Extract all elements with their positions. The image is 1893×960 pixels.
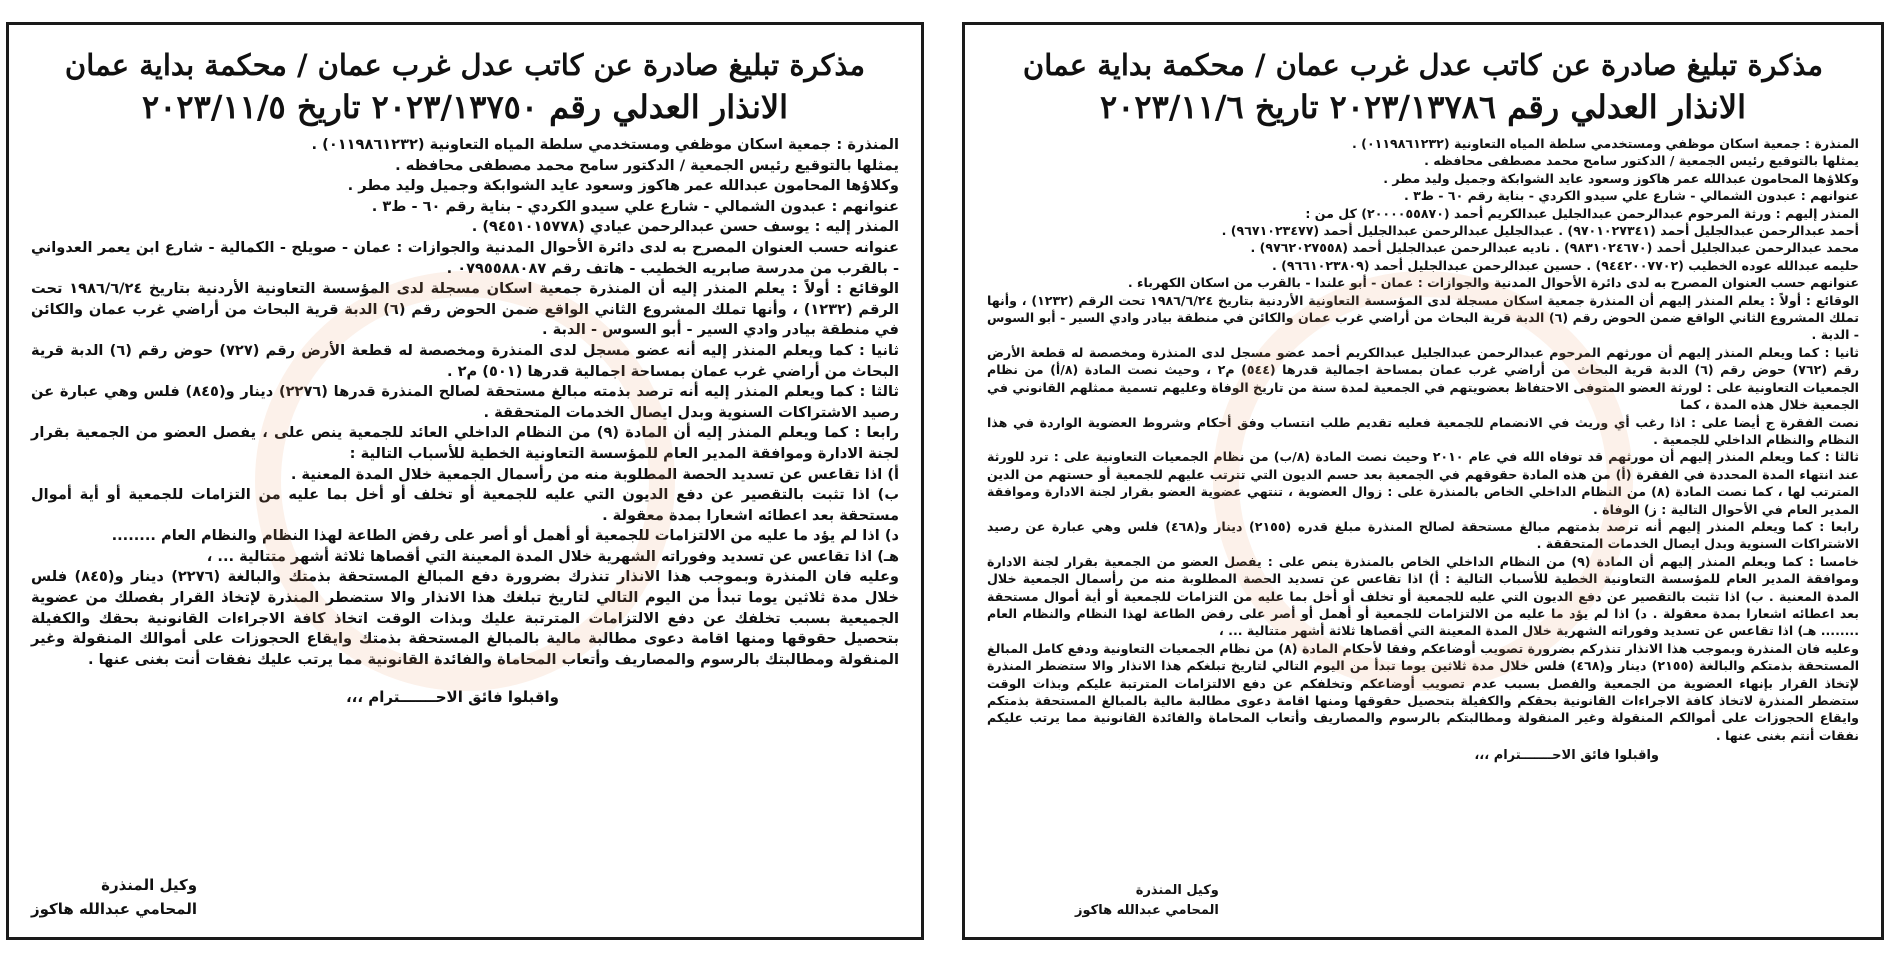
paragraph: المنذر إليه : يوسف حسن عبدالرحمن عيادي (٩٤٥١٠١٥٧٧٨) . <box>471 218 899 236</box>
signature-block <box>31 873 197 921</box>
paragraph: ثانيا : كما ويعلم المنذر إليه أنه عضو مسجل لدى المنذرة ومخصصة له قطعة الأرض رقم (٧٢٧) حوض رقم (٦) الدبة قرية البحاث من أراضي غرب عمان بمساحة اجمالية قدرها (٥٠١) م٢ . <box>31 341 899 380</box>
paragraph: الوقائع : أولاً : يعلم المنذر إليهم أن المنذرة جمعية اسكان مسجلة لدى المؤسسة التعاونية الأردنية بتاريخ ١٩٨٦/٦/٢٤ تحت الرقم (١٢٣٢) ، وأنها تملك المشروع الثاني الواقع ضمن الحوض رقم (٦) الدبة قرية البحاث من أراضي غرب عمان والكائن في منطقة بيادر وادي السير - أبو السوس - الدبة . <box>987 292 1859 343</box>
paragraph: محمد عبدالرحمن عبدالجليل أحمد (٩٨٣١٠٢٤٦٧٠) . ناديه عبدالرحمن عبدالجليل أحمد (٩٧٦٢٠٢٧٥٥٨) . <box>1250 240 1859 256</box>
paragraph: المنذرة : جمعية اسكان موظفي ومستخدمي سلطة المياه التعاونية (٠١١٩٨٦١٢٣٢) . <box>1352 136 1859 151</box>
paragraph: وكلاؤها المحامون عبدالله عمر هاكوز وسعود عايد الشوابكة وجميل وليد مطر . <box>1383 170 1859 186</box>
notice-subtitle: الانذار العدلي رقم ٢٠٢٣/١٣٧٨٦ تاريخ ٢٠٢٣/١١/٦ <box>1100 88 1746 126</box>
paragraph: أ) اذا تقاعس عن تسديد الحصة المطلوبة منه من رأسمال الجمعية خلال المدة المعنية . <box>290 465 899 483</box>
notice-right <box>962 22 1884 940</box>
paragraph: ثالثا : كما ويعلم المنذر إليه أنه ترصد بذمته مبالغ مستحقة لصالح المنذرة قدرها (٢٢٧٦) دينار و(٨٤٥) فلس وهي عبارة عن رصيد الاشتراكات السنوية وبدل ايصال الخدمات المتحققة . <box>31 383 899 421</box>
notice-subtitle: الانذار العدلي رقم ٢٠٢٣/١٣٧٥٠ تاريخ ٢٠٢٣/١١/٥ <box>142 88 788 126</box>
notice-title: مذكرة تبليغ صادرة عن كاتب عدل غرب عمان / محكمة بداية عمان <box>64 48 866 82</box>
paragraph: عنوانهم : عبدون الشمالي - شارع علي سيدو الكردي - بناية رقم ٦٠ - ط٣ . <box>371 197 899 215</box>
notice-body <box>31 135 899 670</box>
paragraph: عنوانه حسب العنوان المصرح به لدى دائرة الأحوال المدنية والجوازات : عمان - صويلح - الكمالية - شارع ابن يعمر العدواني - بالقرب من مدرسة صابريه الخطيب - هاتف رقم ٠٧٩٥٥٨٨٠٨٧ . <box>31 238 899 277</box>
paragraph: نصت الفقرة ج أيضا على : اذا رغب أي وريث في الانضمام للجمعية فعليه تقديم طلب انتساب وفق أحكام وشروط العضوية الواردة في هذا النظام والنظام الداخلي للجمعية . <box>987 414 1859 447</box>
signature-name: المحامي عبدالله هاكوز <box>1075 903 1219 918</box>
paragraph: وعليه فان المنذرة وبموجب هذا الانذار تنذرك بضرورة دفع المبالغ المستحقة بذمتك والبالغة (٢٢٧٦) دينار و(٨٤٥) فلس خلال مدة ثلاثين يوما تبدأ من اليوم التالي لتاريخ تبلغك هذا الانذار والا ستضطر المنذرة لإتخاذ القرار بفصلك من عضوية الجميعية بسبب تخلفك عن دفع الالتزامات المترتبة عليك وبذات الوقت اتخاذ كافة الاجراءات القانونية بحقك والكفيلة بتحصيل حقوقها ومنها اقامة دعوى مطالبة مالية بالمبالغ المستحقة بذمتك وايقاع الحجوزات على أموالك المنقولة وغير المنقولة ومطالبتك بالرسوم والمصاريف وأتعاب المحاماة والفائدة القانونية مما يرتب عليك نفقات أنت بغنى عنها . <box>31 568 899 668</box>
paragraph: هـ) اذا تقاعس عن تسديد وفوراته الشهرية خلال المدة المعينة التي أقصاها ثلاثة أشهر متتالية ... ، <box>206 547 899 565</box>
notice-left <box>6 22 924 940</box>
paragraph: ب) اذا تثبت بالتقصير عن دفع الديون التي عليه للجمعية أو تخلف أو أخل بما عليه من التزامات للجمعية أو أية أموال مستحقة بعد اعطائه اشعارا بمدة معقولة . <box>31 486 899 524</box>
paragraph: يمثلها بالتوقيع رئيس الجمعية / الدكتور سامح محمد مصطفى محافظه . <box>395 156 899 174</box>
paragraph: ثالثا : كما ويعلم المنذر إليهم أن مورثهم قد توفاه الله في عام ٢٠١٠ وحيث نصت المادة (٨/ب) من نظام الجمعيات التعاونية على : ترد للورثة عند انتهاء المدة المحددة في الفقرة (أ) من هذه المادة حقوقهم في الجمعية بعد حسم الديون التي تترتب عليهم للجمعية أو حستهم من الدين المترتب لها ، كما نصت المادة (٨) من النظام الداخلي الخاص بالمنذرة على : زوال العضوية ، تنتهي عضوية العضو بقرار لجنة الادارة وموافقة المدير العام في الأحوال التالية : ز) الوفاة . <box>987 449 1859 517</box>
paragraph: وكلاؤها المحامون عبدالله عمر هاكوز وسعود عايد الشوابكة وجميل وليد مطر . <box>347 177 899 195</box>
paragraph: عنوانهم : عبدون الشمالي - شارع علي سيدو الكردي - بناية رقم ٦٠ - ط٣ . <box>1403 188 1859 204</box>
signature-title: وكيل المنذرة <box>101 876 198 894</box>
paragraph: المنذر إليهم : ورثة المرحوم عبدالرحمن عبدالجليل عبدالكريم أحمد (٢٠٠٠٠٥٥٨٧٠) كل من : <box>1305 205 1859 221</box>
paragraph: د) اذا لم يؤد ما عليه من الالتزامات للجمعية أو أهمل أو أصر على رفض الطاعة لهذا النظام والنظام العام ........ <box>111 527 899 545</box>
closing-line: واقبلوا فائق الاحـــــــترام ،،، <box>345 688 559 707</box>
paragraph: وعليه فان المنذرة وبموجب هذا الانذار تنذركم بضرورة تصويب أوضاعكم وفقا لأحكام المادة (٨) من نظام الجمعيات التعاونية ودفع كامل المبالغ المستحقة بذمتكم والبالغة (٢١٥٥) دينار و(٤٦٨) فلس خلال مدة ثلاثين يوما تبدأ من اليوم التالي لتاريخ تبلغكم هذا الانذار والا ستضطر المنذرة لإتخاذ القرار بإنهاء العضوية من الجمعية والفصل بسبب عدم تصويب أوضاعكم وتخلفكم عن دفع الالتزامات المترتبة عليكم وبذات الوقت ستضطر المنذرة لاتخاذ كافة الاجراءات القانونية بحقكم والكفيلة بتحصيل حقوقها ومنها اقامة دعوى مطالبة مالية بالمبالغ المستحقة بذمتكم وايقاع الحجوزات على أموالكم المنقولة وغير المنقولة ومطالبتكم بالرسوم والمصاريف وأتعاب المحاماة والفائدة القانونية مما يرتب عليكم نفقات أنتم بغنى عنها . <box>987 640 1860 743</box>
paragraph: ثانيا : كما ويعلم المنذر إليهم أن مورثهم المرحوم عبدالرحمن عبدالجليل عبدالكريم أحمد عضو مسجل لدى المنذرة ومخصصة له قطعة الأرض رقم (٧٦٢) حوض رقم (٦) الدبة قرية البحاث من أراضي غرب عمان بمساحة اجمالية قدرها (٥٤٤) م٢ ، وحيث نصت المادة (٨/أ) من نظام الجمعيات التعاونية على : لورثة العضو المتوفى الاحتفاظ بعضويتهم في الجمعية لمدة سنة من تاريخ الوفاة وعليهم تسمية ممثلهم القانوني في الجمعية خلال هذه المدة ، كما <box>987 344 1859 413</box>
paragraph: أحمد عبدالرحمن عبدالجليل أحمد (٩٧٠١٠٢٧٣٤١) . عبدالجليل عبدالرحمن عبدالجليل أحمد (٩٦٧١٠٢٣٤٧٧) . <box>1221 223 1859 239</box>
paragraph: يمثلها بالتوقيع رئيس الجمعية / الدكتور سامح محمد مصطفى محافظه . <box>1424 153 1859 169</box>
paragraph: المنذرة : جمعية اسكان موظفي ومستخدمي سلطة المياه التعاونية (٠١١٩٨٦١٢٣٢) . <box>311 136 899 153</box>
paragraph: حليمه عبدالله عوده الخطيب (٩٤٤٢٠٠٧٧٠٢) . حسين عبدالرحمن عبدالجليل أحمد (٩٦٦١٠٢٣٨٠٩) . <box>1271 257 1859 273</box>
signature-title: وكيل المنذرة <box>1135 883 1219 898</box>
notice-title: مذكرة تبليغ صادرة عن كاتب عدل غرب عمان / محكمة بداية عمان <box>1022 48 1824 82</box>
paragraph: رابعا : كما ويعلم المنذر إليه أن المادة (٩) من النظام الداخلي العائد للجمعية ينص على ، يفصل العضو من الجمعية بقرار لجنة الادارة وموافقة المدير العام للمؤسسة التعاونية الخطية للأسباب التالية : <box>31 424 899 462</box>
paragraph: خامسا : كما ويعلم المنذر إليهم أن المادة (٩) من النظام الداخلي الخاص بالمنذرة ينص على : يفصل العضو من الجمعية بقرار لجنة الادارة وموافقة المدير العام للمؤسسة التعاونية الخطية للأسباب التالية : أ) اذا تقاعس عن تسديد الحصة المطلوبة منه من رأسمال الجمعية خلال المدة المعنية . ب) اذا تثبت بالتقصير عن دفع الديون التي عليه للجمعية أو تخلف أو أخل بما عليه من التزامات للجمعية أو أية أموال مستحقة بعد اعطائه اشعارا بمدة معقولة . د) اذا لم يؤد ما عليه من الالتزامات للجمعية أو أهمل أو أصر على رفض الطاعة لهذا النظام والنظام العام ........ هـ) اذا تقاعس عن تسديد وفوراته الشهرية خلال المدة المعينة التي أقصاها ثلاثة أشهر متتالية ... ، <box>987 553 1859 639</box>
signature-name: المحامي عبدالله هاكوز <box>31 900 198 918</box>
paragraph: الوقائع : أولاً : يعلم المنذر إليه أن المنذرة جمعية اسكان مسجلة لدى المؤسسة التعاونية الأردنية بتاريخ ١٩٨٦/٦/٢٤ تحت الرقم (١٢٣٢) ، وأنها تملك المشروع الثاني الواقع ضمن الحوض رقم (٦) الدبة قرية البحاث من أراضي غرب عمان والكائن في منطقة بيادر وادي السير - أبو السوس - الدبة . <box>31 280 899 339</box>
signature-block <box>1075 881 1219 921</box>
paragraph: رابعا : كما ويعلم المنذر إليهم أنه ترصد بذمتهم مبالغ مستحقة لصالح المنذرة مبلغ قدره (٢١٥٥) دينار و(٤٦٨) فلس وهي عبارة عن رصيد الاشتراكات السنوية وبدل ايصال الخدمات المتحققة . <box>987 518 1859 552</box>
closing-line: واقبلوا فائق الاحـــــــترام ،،، <box>1474 748 1659 764</box>
paragraph: عنوانهم حسب العنوان المصرح به لدى دائرة الأحوال المدنية والجوازات : عمان - أبو علندا - بالقرب من اسكان الكهرباء . <box>1127 275 1859 291</box>
notice-body <box>987 135 1859 744</box>
